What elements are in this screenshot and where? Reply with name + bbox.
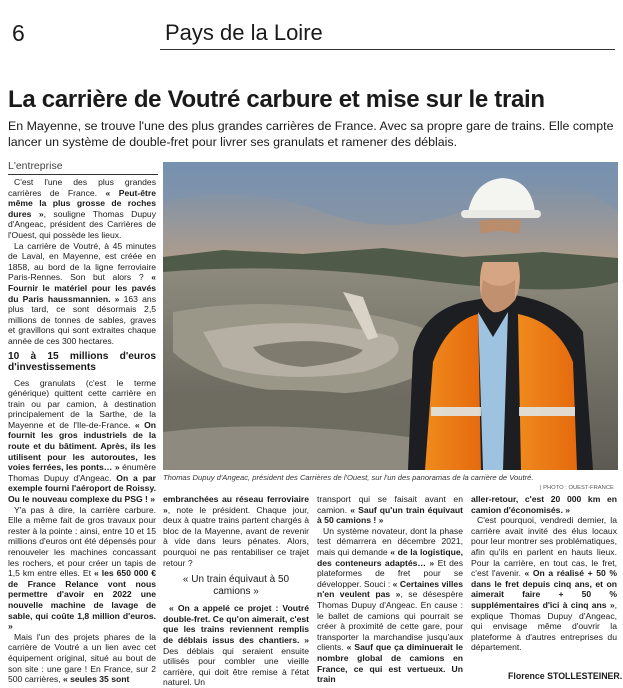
subhead: « Un train équivaut à 50 camions »	[182, 574, 290, 597]
article-column-3	[317, 494, 463, 685]
article-column-1	[8, 177, 156, 685]
rubric-label: L'entreprise	[8, 160, 63, 172]
article-column-2	[163, 494, 309, 688]
paragraph: C'est l'une des plus grandes carrières de France. « Peut-être même la plus grosse de roches dures », souligne Thomas Dupuy d'Angeac, président des Carrières de l'Ouest, qui possède les lieux.	[8, 177, 156, 240]
standfirst: En Mayenne, se trouve l'une des plus grandes carrières de France. Avec sa propre gare de trains. Elle compte lancer un système de double-fret pour livrer ses granulats et ramener des déblais.	[8, 119, 614, 149]
header-rule	[160, 49, 615, 50]
paragraph: aller-retour, c'est 20 000 km en camion d'économisés. »	[471, 494, 617, 515]
paragraph: C'est pourquoi, vendredi dernier, la carrière avait invité des élus locaux pour leur montrer ses problématiques, afin qu'ils en parlent en hauts lieux. Pour la carrière, en tout cas, le fret, c'est l'avenir. « On a réalisé + 50 % dans le fret depuis cinq ans, et on aimerait faire + 50 % supplémentaires d'ici à cinq ans », explique Thomas Dupuy d'Angeac, qui envisage même d'ouvrir la plateforme à d'autres entreprises du département.	[471, 515, 617, 653]
byline: Florence STOLLESTEINER.	[508, 671, 623, 681]
paragraph: embranchées au réseau ferroviaire », note le président. Chaque jour, deux à quatre trains partent chargés à bloc de la Mayenne, avant de revenir à vide dans leurs pénates. Alors, pourquoi ne pas rentabiliser ce trajet retour ?	[163, 494, 309, 568]
article-column-4	[471, 494, 617, 653]
paragraph: La carrière de Voutré, à 45 minutes de Laval, en Mayenne, est créée en 1858, au bord de la ligne ferroviaire Paris-Rennes. Son but alors ? « Fournir le matériel pour les pavés du Paris haussmannien. » 163 ans plus tard, ce sont désormais 2,5 millions de tonnes de sables, graves et gravillons qui sont extraites chaque année de ces 300 hectares.	[8, 240, 156, 346]
page-number: 6	[12, 20, 25, 46]
paragraph: Mais l'un des projets phares de la carrière de Voutré a un lien avec cet équipement original, situé au bout de son site : une gare ! En France, sur 2 500 carrières, « seules 35 sont	[8, 631, 156, 685]
paragraph: Y'a pas à dire, la carrière carbure. Elle a même fait de gros travaux pour rester à la pointe : ainsi, entre 10 et 15 millions d'euros ont été dépensés pour renouveler les machines concassant les rochers, et pour créer un tapis de 1,5 km entre elles. Et « les 650 000 € de France Relance vont nous permettre d'avoir en 2022 une nouvelle machine de lavage de sable, qui coûte 1,8 million d'euros. »	[8, 504, 157, 632]
paragraph: Ces granulats (c'est le terme générique) quittent cette carrière en train ou par camion, à destination principalement de la Sarthe, de la Mayenne et de l'Ile-de-France. « On fournit les gros industriels de la route et du bâtiment. Après, ils les utilisent pour les autoroutes, les voies ferrées, les ponts… » énumère Thomas Dupuy d'Angeac. On a par exemple fourni l'aéroport de Roissy. Ou le nouveau complexe du PSG ! »	[8, 377, 157, 505]
photo-caption: Thomas Dupuy d'Angeac, président des Carrières de l'Ouest, sur l'un des panoramas de la carrière de Voutré.	[163, 473, 534, 482]
section-title: Pays de la Loire	[165, 20, 323, 45]
paragraph: « On a appelé ce projet : Voutré double-fret. Ce qu'on aimerait, c'est que les trains reviennent remplis de déblais issus des chantiers. » Des déblais qui seraient ensuite utilisés pour combler une vieille carrière, qui doit être remise à l'état naturel. Un	[163, 603, 309, 688]
subhead: 10 à 15 millions d'euros d'investissements	[8, 350, 156, 373]
headline: La carrière de Voutré carbure et mise sur le train	[8, 86, 545, 113]
photo-credit: | PHOTO : OUEST-FRANCE	[540, 485, 614, 491]
paragraph: Un système novateur, dont la phase test démarrera en décembre 2021, mais qui demande « de la logistique, des conteneurs adaptés… » Et des plateformes de fret pour se développer. Souci : « Certaines villes n'en veulent pas », se désespère Thomas Dupuy d'Angeac. En cause : le ballet de camions qui pourrait se créer à proximité de cette gare, pour transporter la marchandise jusqu'aux clients. « Sauf que ça diminuerait le nombre global de camions en France, ce qui est vertueux. Un train	[317, 525, 463, 685]
paragraph: transport qui se faisait avant en camion. « Sauf qu'un train équivaut à 50 camions ! »	[317, 494, 464, 526]
quarry-photo	[163, 162, 618, 470]
